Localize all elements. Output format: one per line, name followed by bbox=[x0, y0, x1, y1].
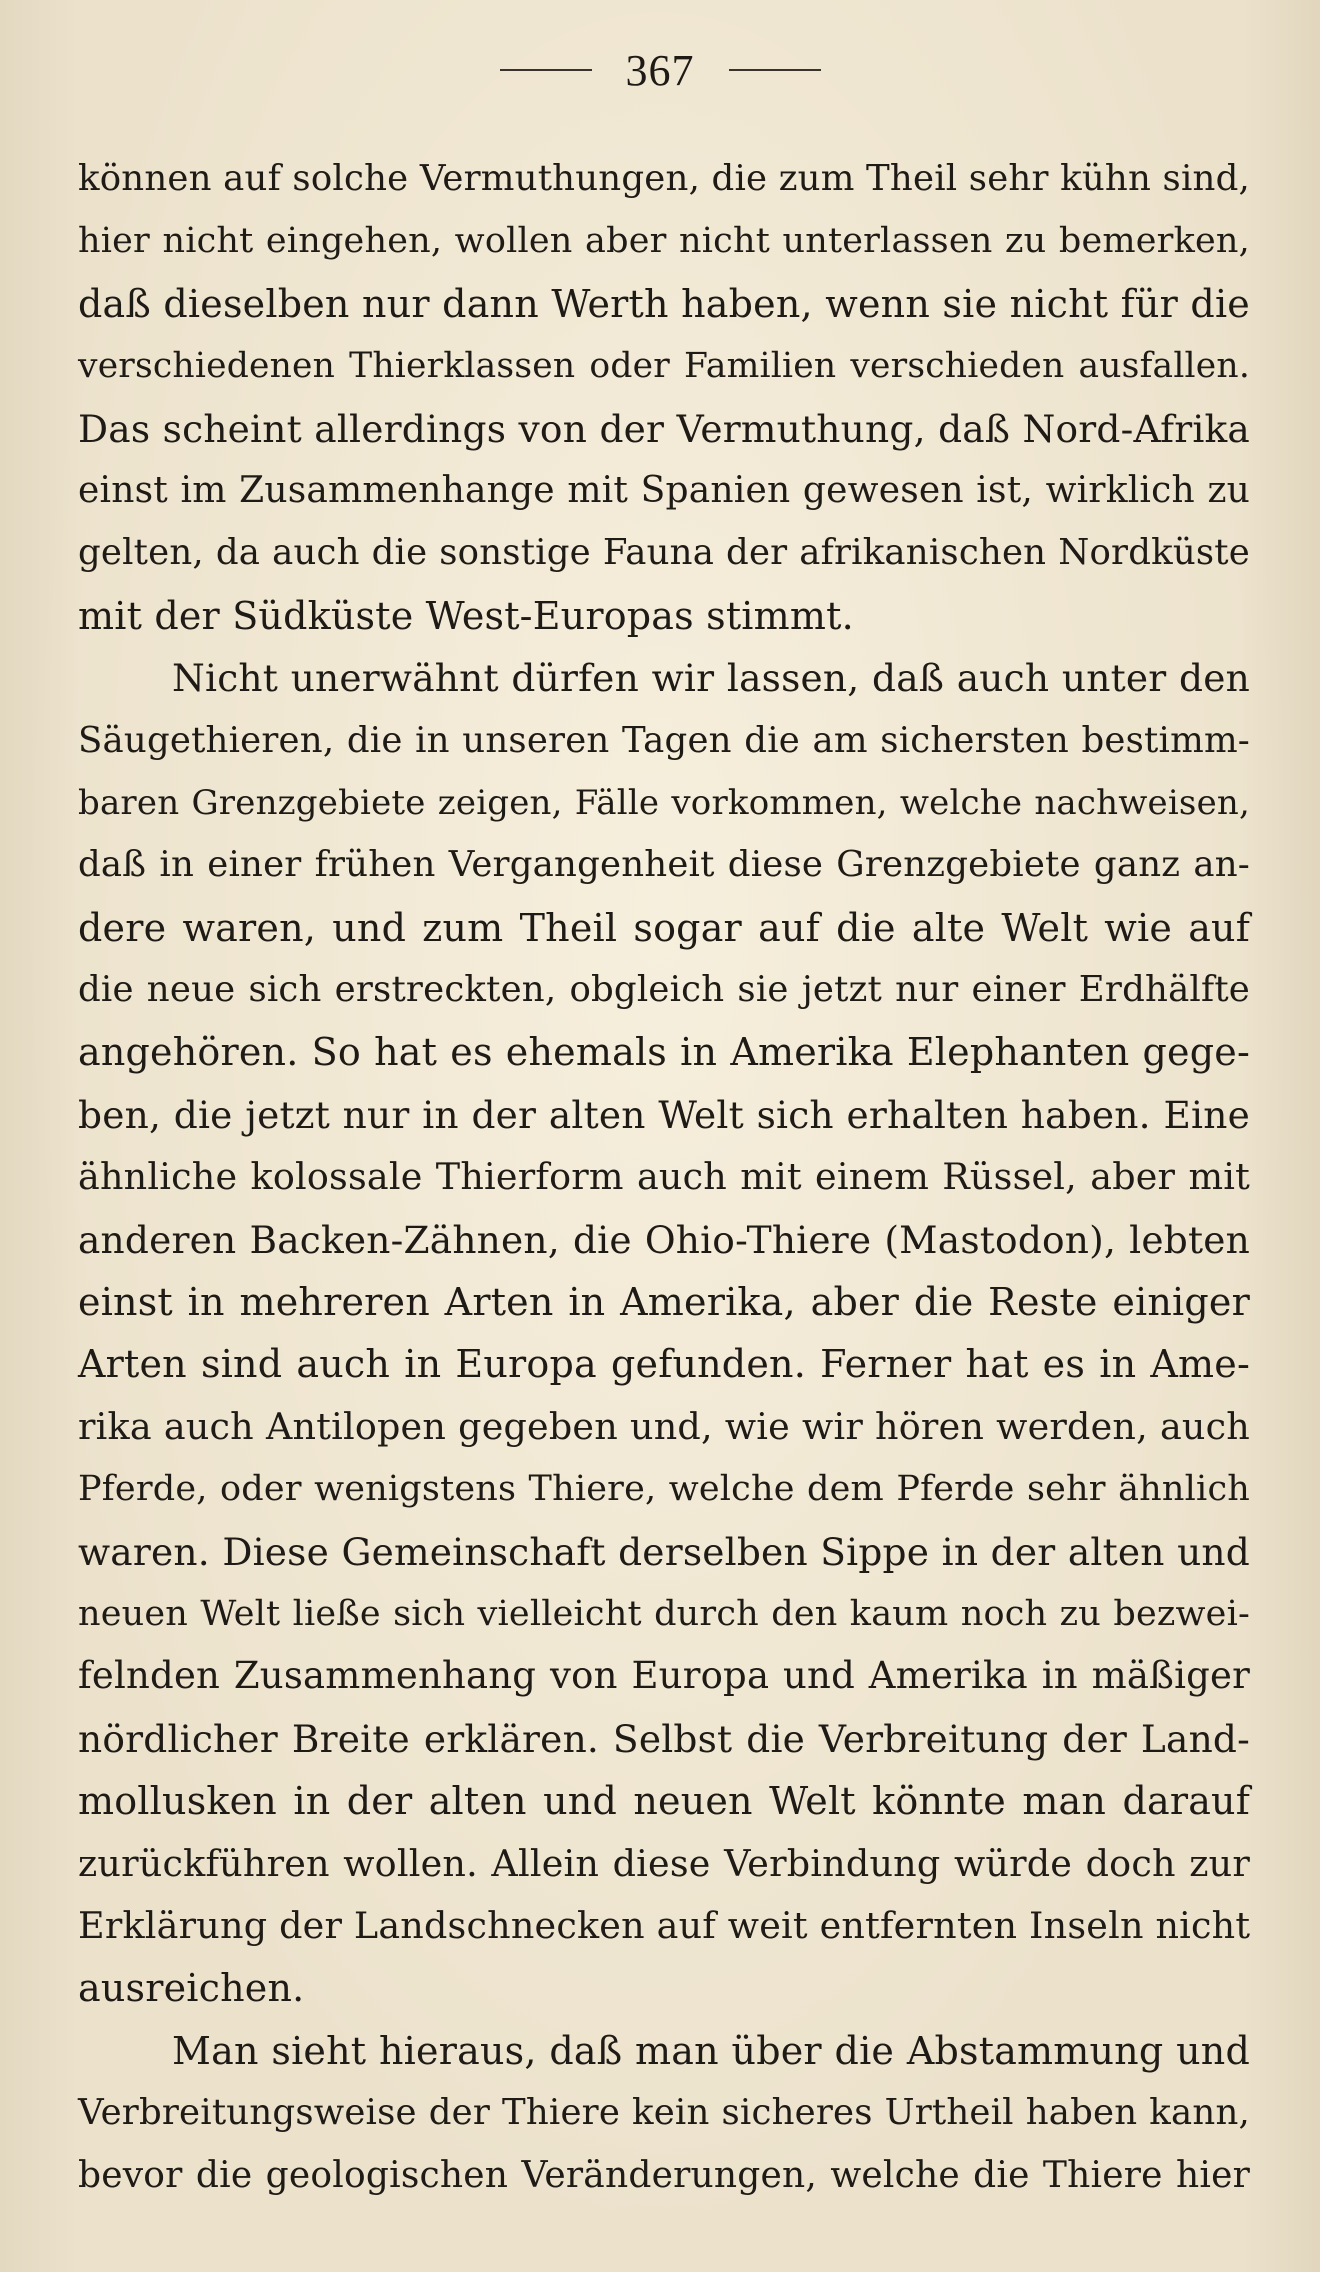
text-line: verschiedenen Thierklassen oder Familien verschieden ausfallen. bbox=[78, 346, 1250, 387]
text-line: mollusken in der alten und neuen Welt könnte man darauf bbox=[78, 1779, 1250, 1824]
text-line: daß dieselben nur dann Werth haben, wenn sie nicht für die bbox=[78, 281, 1250, 326]
header-rule-right bbox=[729, 69, 821, 71]
text-line: ben, die jetzt nur in der alten Welt sich erhalten haben. Eine bbox=[78, 1092, 1250, 1137]
text-line: Pferde, oder wenigstens Thiere, welche dem Pferde sehr ähnlich bbox=[78, 1469, 1250, 1510]
text-line: hier nicht eingehen, wollen aber nicht unterlassen zu bemerken, bbox=[78, 221, 1250, 262]
text-line: Arten sind auch in Europa gefunden. Ferner hat es in Ame- bbox=[78, 1342, 1250, 1387]
text-line: Säugethieren, die in unseren Tagen die am sichersten bestimm- bbox=[78, 719, 1250, 761]
text-line: einst im Zusammenhange mit Spanien gewesen ist, wirklich zu bbox=[78, 469, 1250, 511]
text-line: daß in einer frühen Vergangenheit diese Grenzgebiete ganz an- bbox=[78, 844, 1250, 886]
text-line: bevor die geologischen Veränderungen, welche die Thiere hier bbox=[78, 2154, 1250, 2196]
text-line: rika auch Antilopen gegeben und, wie wir hören werden, auch bbox=[78, 1404, 1250, 1448]
text-line: Verbreitungsweise der Thiere kein sicheres Urtheil haben kann, bbox=[78, 2092, 1250, 2134]
text-line: können auf solche Vermuthungen, die zum Theil sehr kühn sind, bbox=[78, 158, 1250, 199]
text-line: nördlicher Breite erklären. Selbst die Verbreitung der Land- bbox=[78, 1716, 1250, 1761]
text-line: gelten, da auch die sonstige Fauna der afrikanischen Nordküste bbox=[78, 532, 1250, 574]
text-line: mit der Südküste West-Europas stimmt. bbox=[78, 593, 854, 638]
text-line: Man sieht hieraus, daß man über die Abstammung und bbox=[172, 2028, 1250, 2073]
page-number: 367 bbox=[625, 45, 695, 95]
text-line: einst in mehreren Arten in Amerika, aber die Reste einiger bbox=[78, 1280, 1250, 1325]
text-line: die neue sich erstreckten, obgleich sie jetzt nur einer Erdhälfte bbox=[78, 969, 1250, 1011]
text-line: Erklärung der Landschnecken auf weit entfernten Inseln nicht bbox=[78, 1903, 1251, 1947]
text-line: zurückführen wollen. Allein diese Verbindung würde doch zur bbox=[78, 1841, 1250, 1885]
header-rule-left bbox=[500, 69, 592, 71]
text-line: ähnliche kolossale Thierform auch mit einem Rüssel, aber mit bbox=[78, 1155, 1250, 1199]
text-line: angehören. So hat es ehemals in Amerika Elephanten gege- bbox=[78, 1030, 1250, 1075]
text-line: baren Grenzgebiete zeigen, Fälle vorkommen, welche nachweisen, bbox=[78, 782, 1250, 823]
body-text bbox=[78, 148, 1250, 2207]
text-line: Das scheint allerdings von der Vermuthung, daß Nord-Afrika bbox=[78, 406, 1250, 451]
text-line: dere waren, und zum Theil sogar auf die alte Welt wie auf bbox=[78, 905, 1250, 950]
text-line: waren. Diese Gemeinschaft derselben Sippe in der alten und bbox=[78, 1529, 1250, 1574]
text-line: anderen Backen-Zähnen, die Ohio-Thiere (Mastodon), lebten bbox=[78, 1217, 1250, 1262]
text-line: ausreichen. bbox=[78, 1966, 305, 2011]
page-header bbox=[0, 40, 1320, 100]
text-line: neuen Welt ließe sich vielleicht durch den kaum noch zu bezwei- bbox=[78, 1593, 1250, 1634]
text-line: Nicht unerwähnt dürfen wir lassen, daß auch unter den bbox=[172, 656, 1250, 701]
text-line: felnden Zusammenhang von Europa und Amerika in mäßiger bbox=[78, 1654, 1250, 1698]
